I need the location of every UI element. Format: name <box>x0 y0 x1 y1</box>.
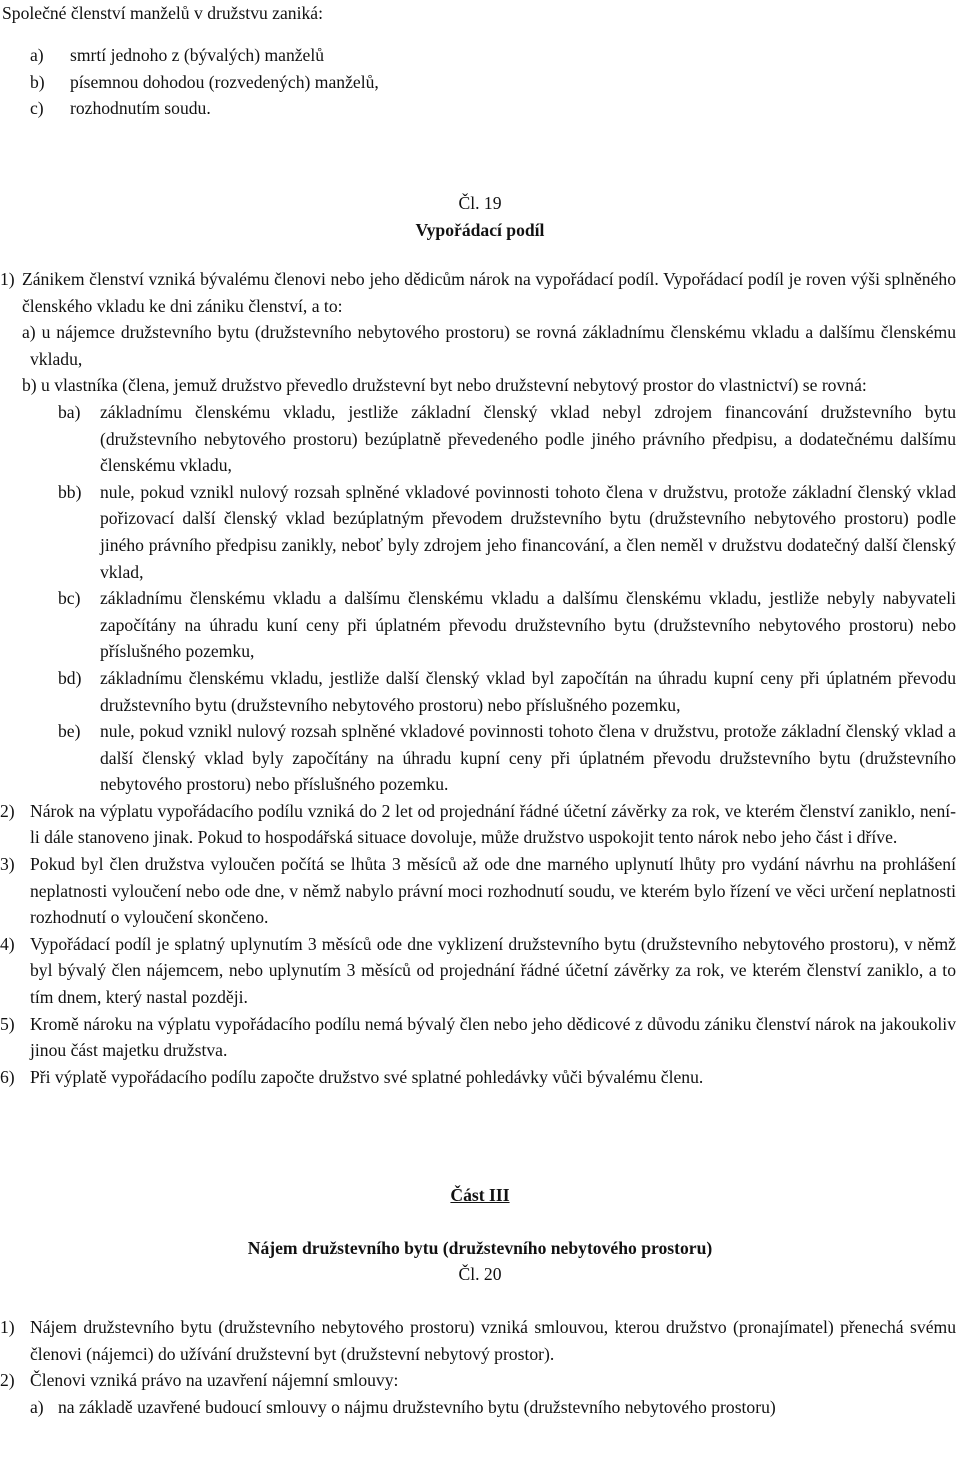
paragraph-1-a-text: a) u nájemce družstevního bytu (družstevního nebytového prostoru) se rovná základnímu členskému vkladu a dalšímu členskému vkladu, <box>22 322 956 369</box>
paragraph-text: na základě uzavřené budoucí smlouvy o nájmu družstevního bytu (družstevního nebytového prostoru) <box>58 1396 776 1417</box>
paragraph-text: Nájem družstevního bytu (družstevního nebytového prostoru) vzniká smlouvou, kterou družstvo (pronajímatel) přenechá svému členovi (nájemci) do užívání družstevní byt (družstevní nebytový prostor). <box>30 1317 956 1364</box>
paragraph-5 <box>0 1011 956 1064</box>
intro-list <box>30 42 930 122</box>
paragraph-1-b-text: b) u vlastníka (člena, jemuž družstvo převedlo družstevní byt nebo družstevní nebytový prostor do vlastnictví) se rovná: <box>22 375 867 396</box>
paragraph-text: Členovi vzniká právo na uzavření nájemní smlouvy: <box>30 1370 399 1391</box>
subitem-bb <box>0 479 956 585</box>
list-item-text: smrtí jednoho z (bývalých) manželů <box>70 45 325 65</box>
subitem-label: ba) <box>58 401 81 422</box>
paragraph-1 <box>0 266 956 319</box>
subitem-bc <box>0 585 956 665</box>
paragraph-number: 4) <box>0 933 15 954</box>
paragraph-2-a <box>0 1394 956 1421</box>
subitem-be <box>0 718 956 798</box>
paragraph-6 <box>0 1064 956 1091</box>
article-number: Čl. 20 <box>458 1264 502 1285</box>
paragraph-text: Vypořádací podíl je splatný uplynutím 3 měsíců ode dne vyklizení družstevního bytu (družstevního nebytového prostoru), v němž byl bývalý člen nájemcem, nebo uplynutím 3 měsíců od projednání řádné účetní závěrky za rok, ve kterém členství zaniklo, a to tím dnem, který nastal později. <box>30 933 956 1008</box>
subitem-label: bc) <box>58 588 81 609</box>
paragraph-text: Zánikem členství vzniká bývalému členovi nebo jeho dědicům nárok na vypořádací podíl. Vypořádací podíl je roven výši splněného členského vkladu ke dni zániku členství, a to: <box>22 269 956 316</box>
paragraph-1-a <box>0 319 956 372</box>
paragraph-number: 2) <box>0 800 15 821</box>
paragraph-2 <box>0 1367 956 1394</box>
subitem-ba <box>0 399 956 479</box>
paragraph-number: 6) <box>0 1066 15 1087</box>
paragraph-number: 1) <box>0 1317 15 1337</box>
paragraph-text: Kromě nároku na výplatu vypořádacího podílu nemá bývalý člen nebo jeho dědicové z důvodu zániku členství nárok na jakoukoliv jinou část majetku družstva. <box>30 1013 956 1061</box>
paragraph-text: Nárok na výplatu vypořádacího podílu vzniká do 2 let od projednání řádné účetní závěrky za rok, ve kterém členství zaniklo, není-li dále stanoveno jinak. Pokud to hospodářská situace dovoluje, může družstvo uspokojit tento nárok nebo jeho část i dříve. <box>30 800 956 848</box>
paragraph-text: Pokud byl člen družstva vyloučen počítá se lhůta 3 měsíců až ode dne marného uplynutí lhůty pro vydání návrhu na prohlášení neplatnosti vyloučení nebo ode dne, v němž nabylo právní moci rozhodnutí soudu, ve kterém bylo řízení ve věci určení neplatnosti rozhodnutí o vyloučení skončeno. <box>30 854 956 928</box>
list-item-label: b) <box>30 71 45 92</box>
intro-lead-text: Společné členství manželů v družstvu zaniká: <box>2 3 323 23</box>
list-item-text: písemnou dohodou (rozvedených) manželů, <box>70 71 379 92</box>
list-item <box>30 95 930 122</box>
article-19-heading <box>0 190 960 243</box>
paragraph-number: 2) <box>0 1370 15 1391</box>
list-item-label: c) <box>30 98 44 119</box>
paragraph-number: 3) <box>0 854 15 875</box>
part-3-heading <box>0 1182 960 1288</box>
paragraph-number: a) <box>30 1396 44 1417</box>
list-item <box>30 42 930 69</box>
paragraph-text: Při výplatě vypořádacího podílu započte družstvo své splatné pohledávky vůči bývalému členu. <box>30 1066 704 1087</box>
subitem-bd <box>0 665 956 718</box>
article-title: Vypořádací podíl <box>415 219 545 240</box>
part-heading: Část III <box>450 1185 510 1205</box>
paragraph-3 <box>0 851 956 931</box>
part-title: Nájem družstevního bytu (družstevního nebytového prostoru) <box>247 1237 713 1258</box>
subitem-label: bb) <box>58 481 82 502</box>
list-item-text: rozhodnutím soudu. <box>70 98 211 119</box>
paragraph-2 <box>0 798 956 851</box>
subitem-text: nule, pokud vznikl nulový rozsah splněné vkladové povinnosti tohoto člena v družstvu, protože základní členský vklad pořizovací další členský vklad bezúplatným převodem družstevního bytu (družstevního nebytového prostoru) podle jiného právního předpisu zanikly, neboť byly zdrojem jeho financování, a člen neměl v družstvu dodatečný další členský vklad, <box>100 481 956 582</box>
subitem-text: nule, pokud vznikl nulový rozsah splněné vkladové povinnosti tohoto člena v družstvu, protože základní členský vklad a další členský vklad byly započítány na úhradu kupní ceny při úplatném převodu družstevního bytu (družstevního nebytového prostoru) nebo příslušného pozemku. <box>100 721 956 795</box>
list-item <box>30 69 930 96</box>
paragraph-number: 5) <box>0 1013 15 1034</box>
subitem-text: základnímu členskému vkladu, jestliže základní členský vklad nebyl zdrojem financování družstevního bytu (družstevního nebytového prostoru) bezúplatně převedeného podle jiného právního předpisu, a dodatečnému dalšímu členskému vkladu, <box>100 401 956 476</box>
article-number: Čl. 19 <box>458 193 502 213</box>
subitem-text: základnímu členskému vkladu a dalšímu členskému vkladu a dalšímu členskému vkladu, jestliže nebyly nabyvateli započítány na úhradu kuní ceny při úplatném převodu družstevního bytu (družstevního nebytového prostoru) nebo příslušného pozemku, <box>100 588 956 662</box>
paragraph-1-b <box>0 372 956 399</box>
paragraph-number: 1) <box>0 269 15 289</box>
intro-lead <box>2 0 952 27</box>
list-item-label: a) <box>30 45 44 65</box>
subitem-text: základnímu členskému vkladu, jestliže další členský vklad byl započítán na úhradu kupní ceny při úplatném převodu družstevního bytu (družstevního nebytového prostoru) nebo příslušného pozemku, <box>100 667 956 715</box>
paragraph-4 <box>0 931 956 1011</box>
paragraph-1 <box>0 1314 956 1367</box>
article-20-body <box>0 1314 956 1420</box>
article-19-body <box>0 266 956 1090</box>
subitem-label: bd) <box>58 667 82 688</box>
subitem-label: be) <box>58 721 81 742</box>
